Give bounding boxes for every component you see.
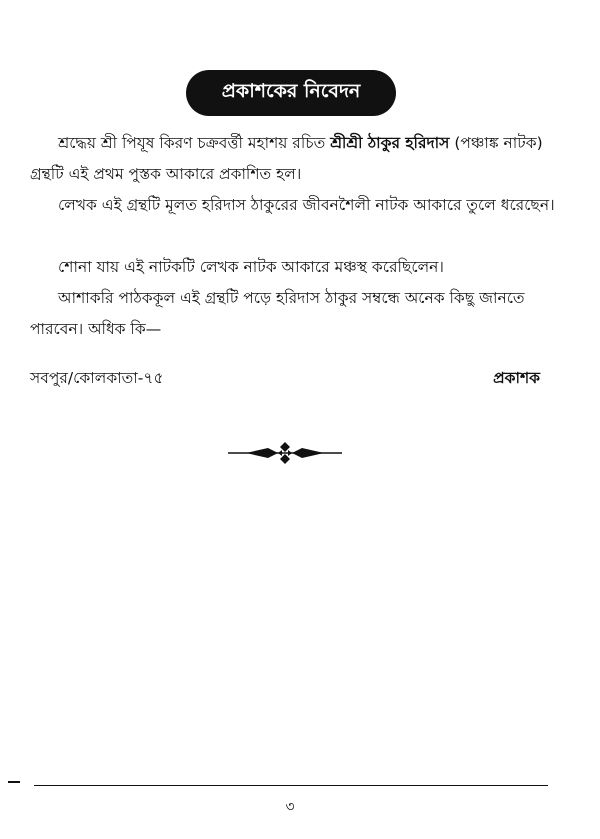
paragraph-intro-text-end: (পঞ্চাঙ্ক নাটক) গ্রন্থটি এই প্রথম পুস্তক আকারে প্রকাশিত হল। [30,134,543,183]
signature-row [30,366,540,392]
ornament-divider-icon [228,440,342,466]
book-title: শ্রীশ্রী ঠাকুর হরিদাস [330,134,450,152]
signature-publisher: প্রকাশক [493,369,540,387]
paragraph-staging [30,252,570,283]
paragraph-closing-text: আশাকরি পাঠককূল এই গ্রন্থটি পড়ে হরিদাস ঠাকুর সম্বন্ধে অনেক কিছু জানতে পারবেন। অধিক কি— [30,289,525,338]
page-number: ৩ [285,799,295,815]
paragraph-staging-text: শোনা যায় এই নাটকটি লেখক নাটক আকারে মঞ্চস্থ করেছিলেন। [58,258,444,276]
paragraph-author-text: লেখক এই গ্রন্থটি মূলত হরিদাস ঠাকুরের জীবনশৈলী নাটক আকারে তুলে ধরেছেন। [58,196,555,214]
signature-place: সবপুর/কোলকাতা-৭৫ [30,369,164,387]
margin-mark [8,781,20,783]
paragraph-intro [30,128,570,190]
page-title: প্রকাশকের নিবেদন [188,72,394,114]
paragraph-author [30,190,570,221]
paragraph-closing [30,283,570,345]
paragraph-intro-text-start: শ্রদ্ধেয় শ্রী পিযূষ কিরণ চক্রবর্ত্তী মহাশয় রচিত [58,134,331,152]
footer-rule [34,785,548,786]
